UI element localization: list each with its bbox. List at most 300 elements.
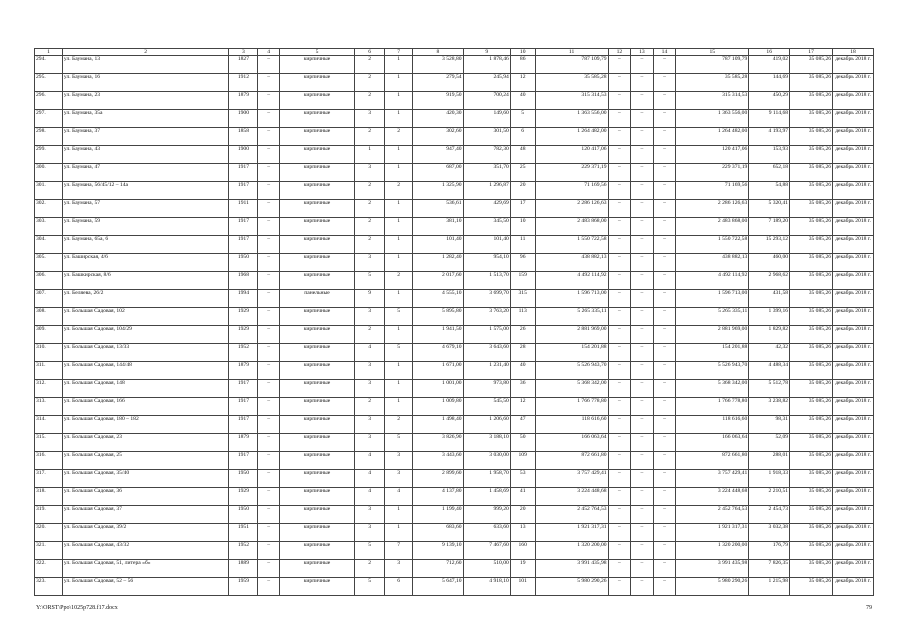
- table-cell: 113: [510, 308, 535, 326]
- table-cell: –: [653, 146, 676, 164]
- table-cell: 3: [355, 362, 385, 380]
- table-row: [35, 218, 874, 236]
- table-cell: 1917: [229, 236, 258, 254]
- table-cell: 305.: [35, 254, 63, 272]
- table-cell: 35 085,26: [790, 128, 833, 146]
- table-cell: 35 085,26: [790, 164, 833, 182]
- table-cell: 301.: [35, 182, 63, 200]
- table-cell: 118 616,60: [535, 416, 608, 434]
- table-cell: –: [608, 74, 631, 92]
- table-cell: 35 085,26: [790, 488, 833, 506]
- table-cell: 1 282,40: [413, 254, 463, 272]
- table-cell: –: [631, 452, 654, 470]
- table-row: [35, 380, 874, 398]
- table-cell: ул. Большая Садовая, 23: [62, 434, 229, 452]
- table-cell: 315.: [35, 434, 63, 452]
- table-cell: 6: [385, 578, 413, 596]
- table-cell: 1: [385, 380, 413, 398]
- table-cell: 2: [385, 272, 413, 290]
- table-cell: ул. Большая Садовая, 13/33: [62, 344, 229, 362]
- table-row: [35, 290, 874, 308]
- table-cell: –: [653, 524, 676, 542]
- table-cell: –: [653, 560, 676, 578]
- table-cell: 36: [510, 380, 535, 398]
- table-cell: 1827: [229, 56, 258, 74]
- table-cell: 35 085,26: [790, 416, 833, 434]
- table-cell: 5: [385, 344, 413, 362]
- table-cell: –: [608, 344, 631, 362]
- table-cell: 351,70: [463, 164, 510, 182]
- table-cell: ул. Большая Садовая, 37: [62, 506, 229, 524]
- table-cell: 419,02: [749, 56, 790, 74]
- table-cell: –: [653, 92, 676, 110]
- table-cell: 35 085,26: [790, 434, 833, 452]
- table-cell: –: [258, 200, 279, 218]
- table-cell: –: [631, 362, 654, 380]
- table-cell: 1917: [229, 218, 258, 236]
- table-cell: –: [631, 128, 654, 146]
- table-cell: –: [653, 380, 676, 398]
- table-cell: 12: [510, 398, 535, 416]
- table-cell: 35 585,28: [676, 74, 749, 92]
- table-cell: –: [608, 542, 631, 560]
- table-cell: –: [608, 578, 631, 596]
- table-cell: 1 918,33: [749, 470, 790, 488]
- table-cell: 1 264 482,00: [535, 128, 608, 146]
- table-cell: 35 085,26: [790, 362, 833, 380]
- table-row: [35, 434, 874, 452]
- table-cell: 13: [510, 524, 535, 542]
- table-cell: –: [631, 416, 654, 434]
- column-header: 1: [35, 49, 63, 56]
- table-cell: –: [653, 506, 676, 524]
- table-cell: 1: [385, 56, 413, 74]
- table-cell: ул. Баумана, 65а, 6: [62, 236, 229, 254]
- table-cell: 159: [510, 272, 535, 290]
- table-cell: –: [653, 398, 676, 416]
- table-cell: ул. Баумана, 13: [62, 56, 229, 74]
- table-cell: 153,93: [749, 146, 790, 164]
- table-cell: 10: [510, 218, 535, 236]
- table-cell: декабрь 2018 г.: [833, 164, 874, 182]
- table-cell: –: [631, 578, 654, 596]
- table-cell: 149,60: [463, 110, 510, 128]
- table-cell: 9 139,10: [413, 542, 463, 560]
- table-cell: 1 498,40: [413, 416, 463, 434]
- table-cell: 9 114,68: [749, 110, 790, 128]
- table-cell: 1 596 713,00: [535, 290, 608, 308]
- table-cell: –: [631, 434, 654, 452]
- table-cell: 1917: [229, 182, 258, 200]
- table-row: [35, 200, 874, 218]
- table-cell: 35 085,26: [790, 326, 833, 344]
- table-cell: –: [608, 290, 631, 308]
- table-cell: 1: [385, 164, 413, 182]
- table-cell: 1: [385, 92, 413, 110]
- table-cell: 1900: [229, 146, 258, 164]
- table-cell: 438 882,13: [535, 254, 608, 272]
- table-cell: –: [631, 290, 654, 308]
- table-cell: декабрь 2018 г.: [833, 524, 874, 542]
- table-cell: 1 941,50: [413, 326, 463, 344]
- table-cell: –: [631, 74, 654, 92]
- table-cell: 35 085,26: [790, 380, 833, 398]
- table-cell: –: [631, 182, 654, 200]
- table-cell: 35 085,26: [790, 398, 833, 416]
- table-cell: 2: [355, 218, 385, 236]
- table-cell: –: [608, 56, 631, 74]
- table-cell: декабрь 2018 г.: [833, 290, 874, 308]
- table-cell: –: [258, 542, 279, 560]
- table-row: [35, 344, 874, 362]
- table-cell: –: [631, 488, 654, 506]
- table-cell: ул. Большая Садовая, 36: [62, 488, 229, 506]
- table-cell: –: [631, 326, 654, 344]
- table-cell: кирпичные: [279, 254, 354, 272]
- column-header: 9: [463, 49, 510, 56]
- table-cell: 2: [355, 236, 385, 254]
- table-cell: –: [631, 308, 654, 326]
- table-cell: –: [631, 110, 654, 128]
- column-header: 15: [676, 49, 749, 56]
- table-cell: –: [653, 362, 676, 380]
- table-cell: 1 513,70: [463, 272, 510, 290]
- table-cell: 1879: [229, 434, 258, 452]
- table-cell: кирпичные: [279, 236, 354, 254]
- table-cell: 3: [355, 416, 385, 434]
- table-cell: 9: [355, 290, 385, 308]
- table-cell: –: [653, 308, 676, 326]
- table-cell: 1900: [229, 110, 258, 128]
- table-cell: –: [631, 542, 654, 560]
- table-cell: кирпичные: [279, 92, 354, 110]
- table-cell: 2: [355, 74, 385, 92]
- table-cell: –: [653, 470, 676, 488]
- table-cell: 1 766 778,80: [676, 398, 749, 416]
- table-cell: 872 661,80: [676, 452, 749, 470]
- table-cell: 545,50: [463, 398, 510, 416]
- table-cell: –: [653, 74, 676, 92]
- table-cell: 1917: [229, 416, 258, 434]
- table-cell: 316.: [35, 452, 63, 470]
- table-cell: 35 085,26: [790, 146, 833, 164]
- table-cell: декабрь 2018 г.: [833, 236, 874, 254]
- table-cell: 307.: [35, 290, 63, 308]
- table-cell: декабрь 2018 г.: [833, 398, 874, 416]
- table-cell: 633,60: [463, 524, 510, 542]
- table-cell: кирпичные: [279, 542, 354, 560]
- table-cell: 41: [510, 488, 535, 506]
- table-cell: 1889: [229, 560, 258, 578]
- table-cell: декабрь 2018 г.: [833, 452, 874, 470]
- table-cell: 3 757 429,41: [535, 470, 608, 488]
- table-cell: 310.: [35, 344, 63, 362]
- table-cell: кирпичные: [279, 416, 354, 434]
- table-cell: –: [653, 182, 676, 200]
- table-cell: –: [608, 146, 631, 164]
- table-cell: 3 991 435,98: [535, 560, 608, 578]
- table-cell: 35 085,26: [790, 272, 833, 290]
- table-cell: кирпичные: [279, 470, 354, 488]
- table-cell: –: [631, 218, 654, 236]
- table-cell: 3: [385, 470, 413, 488]
- table-cell: 4 137,80: [413, 488, 463, 506]
- table-cell: 5: [355, 272, 385, 290]
- table-cell: ул. Большая Садовая, 25: [62, 452, 229, 470]
- table-cell: 1 458,69: [463, 488, 510, 506]
- table-cell: –: [608, 254, 631, 272]
- table-cell: 1 596 713,00: [676, 290, 749, 308]
- table-cell: 317.: [35, 470, 63, 488]
- table-cell: 294.: [35, 56, 63, 74]
- table-cell: 1994: [229, 290, 258, 308]
- table-row: [35, 524, 874, 542]
- table-row: [35, 578, 874, 596]
- table-cell: –: [653, 218, 676, 236]
- table-cell: кирпичные: [279, 74, 354, 92]
- table-cell: –: [653, 416, 676, 434]
- table-cell: кирпичные: [279, 326, 354, 344]
- table-cell: –: [631, 200, 654, 218]
- table-cell: 4 679,10: [413, 344, 463, 362]
- table-cell: 96: [510, 254, 535, 272]
- table-cell: 35 085,26: [790, 182, 833, 200]
- table-cell: 1911: [229, 200, 258, 218]
- table-cell: ул. Большая Садовая, 43/32: [62, 542, 229, 560]
- table-cell: 101,40: [463, 236, 510, 254]
- table-cell: 1952: [229, 344, 258, 362]
- table-cell: 154 201,88: [535, 344, 608, 362]
- table-cell: 304.: [35, 236, 63, 254]
- table-cell: ул. Баумана, 23: [62, 92, 229, 110]
- table-cell: 4 193,97: [749, 128, 790, 146]
- table-cell: –: [608, 272, 631, 290]
- table-row: [35, 236, 874, 254]
- table-cell: 306.: [35, 272, 63, 290]
- table-cell: декабрь 2018 г.: [833, 434, 874, 452]
- column-header: 16: [749, 49, 790, 56]
- table-cell: 4: [355, 488, 385, 506]
- table-cell: 1 199,40: [413, 506, 463, 524]
- table-cell: 35 085,26: [790, 74, 833, 92]
- table-cell: декабрь 2018 г.: [833, 362, 874, 380]
- table-cell: декабрь 2018 г.: [833, 326, 874, 344]
- table-cell: 101,40: [413, 236, 463, 254]
- table-cell: 5 368 342,00: [535, 380, 608, 398]
- table-cell: –: [258, 146, 279, 164]
- table-cell: 5 526 943,70: [535, 362, 608, 380]
- column-header: 14: [653, 49, 676, 56]
- table-cell: 3 763,20: [463, 308, 510, 326]
- table-cell: 4: [355, 344, 385, 362]
- table-row: [35, 92, 874, 110]
- table-cell: 3 238,82: [749, 398, 790, 416]
- table-cell: 2: [355, 56, 385, 74]
- table-cell: 2: [355, 128, 385, 146]
- table-cell: 35 085,26: [790, 110, 833, 128]
- table-cell: 6: [510, 128, 535, 146]
- table-row: [35, 56, 874, 74]
- table-cell: –: [258, 272, 279, 290]
- table-cell: 1: [385, 236, 413, 254]
- table-cell: 1 550 722,58: [676, 236, 749, 254]
- table-cell: 35 585,28: [535, 74, 608, 92]
- table-cell: 7 826,35: [749, 560, 790, 578]
- table-cell: 298.: [35, 128, 63, 146]
- table-cell: 652,18: [749, 164, 790, 182]
- column-header: 3: [229, 49, 258, 56]
- table-cell: 1: [385, 326, 413, 344]
- table-cell: декабрь 2018 г.: [833, 200, 874, 218]
- table-cell: –: [258, 56, 279, 74]
- table-cell: –: [653, 200, 676, 218]
- table-cell: 1 320 200,00: [676, 542, 749, 560]
- table-cell: декабрь 2018 г.: [833, 128, 874, 146]
- table-row: [35, 398, 874, 416]
- table-cell: –: [653, 56, 676, 74]
- table-cell: –: [608, 236, 631, 254]
- column-header: 11: [535, 49, 608, 56]
- table-cell: 2: [355, 560, 385, 578]
- table-cell: 25: [510, 164, 535, 182]
- table-row: [35, 110, 874, 128]
- table-cell: 2: [355, 200, 385, 218]
- table-row: [35, 560, 874, 578]
- table-cell: 420,30: [413, 110, 463, 128]
- table-cell: 5 526 943,70: [676, 362, 749, 380]
- table-cell: декабрь 2018 г.: [833, 578, 874, 596]
- table-cell: 1951: [229, 524, 258, 542]
- table-cell: 2: [355, 182, 385, 200]
- table-cell: 2 899,60: [413, 470, 463, 488]
- table-cell: 1 921 317,31: [535, 524, 608, 542]
- table-cell: 1 231,40: [463, 362, 510, 380]
- table-cell: 302,60: [413, 128, 463, 146]
- table-cell: панельные: [279, 290, 354, 308]
- table-cell: –: [258, 344, 279, 362]
- table-cell: 314.: [35, 416, 63, 434]
- table-row: [35, 416, 874, 434]
- table-cell: –: [653, 542, 676, 560]
- table-cell: –: [653, 164, 676, 182]
- table-cell: –: [608, 380, 631, 398]
- table-cell: –: [608, 200, 631, 218]
- table-cell: 300.: [35, 164, 63, 182]
- table-cell: 787 109,79: [535, 56, 608, 74]
- table-cell: кирпичные: [279, 398, 354, 416]
- table-cell: 1 320 200,00: [535, 542, 608, 560]
- table-cell: 787 109,79: [676, 56, 749, 74]
- table-cell: 229 371,19: [676, 164, 749, 182]
- table-cell: 2 286 126,63: [676, 200, 749, 218]
- table-cell: –: [258, 326, 279, 344]
- table-cell: 3 032,38: [749, 524, 790, 542]
- table-cell: 3: [355, 506, 385, 524]
- table-row: [35, 506, 874, 524]
- table-cell: 1950: [229, 470, 258, 488]
- table-cell: 35 085,26: [790, 92, 833, 110]
- table-cell: 1 399,16: [749, 308, 790, 326]
- table-cell: 1858: [229, 128, 258, 146]
- table-cell: 295.: [35, 74, 63, 92]
- column-header: 2: [62, 49, 229, 56]
- table-cell: 5: [510, 110, 535, 128]
- table-cell: 3 643,60: [463, 344, 510, 362]
- table-cell: декабрь 2018 г.: [833, 92, 874, 110]
- table-cell: 5 265 335,11: [676, 308, 749, 326]
- table-cell: кирпичные: [279, 218, 354, 236]
- table-cell: 120 417,06: [676, 146, 749, 164]
- table-cell: 4: [385, 488, 413, 506]
- table-cell: 53: [510, 470, 535, 488]
- table-cell: –: [258, 182, 279, 200]
- table-cell: 1 575,00: [463, 326, 510, 344]
- table-cell: 782,30: [463, 146, 510, 164]
- table-cell: 302.: [35, 200, 63, 218]
- table-cell: 313.: [35, 398, 63, 416]
- table-cell: 35 085,26: [790, 236, 833, 254]
- table-cell: –: [258, 290, 279, 308]
- table-cell: кирпичные: [279, 200, 354, 218]
- table-cell: 4 918,10: [463, 578, 510, 596]
- table-cell: кирпичные: [279, 308, 354, 326]
- table-cell: 1952: [229, 542, 258, 560]
- table-cell: 47: [510, 416, 535, 434]
- table-cell: 28: [510, 344, 535, 362]
- table-cell: ул. Баумана, 47: [62, 164, 229, 182]
- table-cell: 3: [355, 524, 385, 542]
- table-cell: 1 325,90: [413, 182, 463, 200]
- table-cell: ул. Большая Садовая, 166: [62, 398, 229, 416]
- table-cell: 1: [385, 398, 413, 416]
- column-header: 7: [385, 49, 413, 56]
- table-cell: кирпичные: [279, 56, 354, 74]
- table-cell: кирпичные: [279, 488, 354, 506]
- table-cell: 3: [385, 452, 413, 470]
- table-cell: 1 215,98: [749, 578, 790, 596]
- table-cell: ул. Большая Садовая, 35/40: [62, 470, 229, 488]
- table-cell: кирпичные: [279, 506, 354, 524]
- table-cell: 1: [385, 362, 413, 380]
- table-cell: 1 671,00: [413, 362, 463, 380]
- table-cell: –: [653, 236, 676, 254]
- table-cell: –: [631, 92, 654, 110]
- table-cell: 2 454,73: [749, 506, 790, 524]
- table-cell: ул. Баумана, 57: [62, 200, 229, 218]
- table-cell: –: [258, 218, 279, 236]
- table-cell: 19: [510, 560, 535, 578]
- table-cell: 309.: [35, 326, 63, 344]
- table-cell: –: [631, 254, 654, 272]
- table-cell: ул. Большая Садовая, 148: [62, 380, 229, 398]
- table-row: [35, 164, 874, 182]
- table-cell: –: [608, 128, 631, 146]
- table-cell: 1959: [229, 578, 258, 596]
- table-cell: 3 699,70: [463, 290, 510, 308]
- table-cell: ул. Баширская, 4/6: [62, 254, 229, 272]
- table-cell: 101: [510, 578, 535, 596]
- table-cell: –: [631, 344, 654, 362]
- table-cell: –: [258, 128, 279, 146]
- table-cell: 3 991 435,98: [676, 560, 749, 578]
- table-cell: ул. Большая Садовая, 51, литера «б»: [62, 560, 229, 578]
- table-cell: ул. Беляева, 26/2: [62, 290, 229, 308]
- table-cell: 319.: [35, 506, 63, 524]
- table-cell: –: [258, 560, 279, 578]
- table-cell: 1: [385, 524, 413, 542]
- table-cell: 7 467,60: [463, 542, 510, 560]
- table-cell: 315 314,53: [676, 92, 749, 110]
